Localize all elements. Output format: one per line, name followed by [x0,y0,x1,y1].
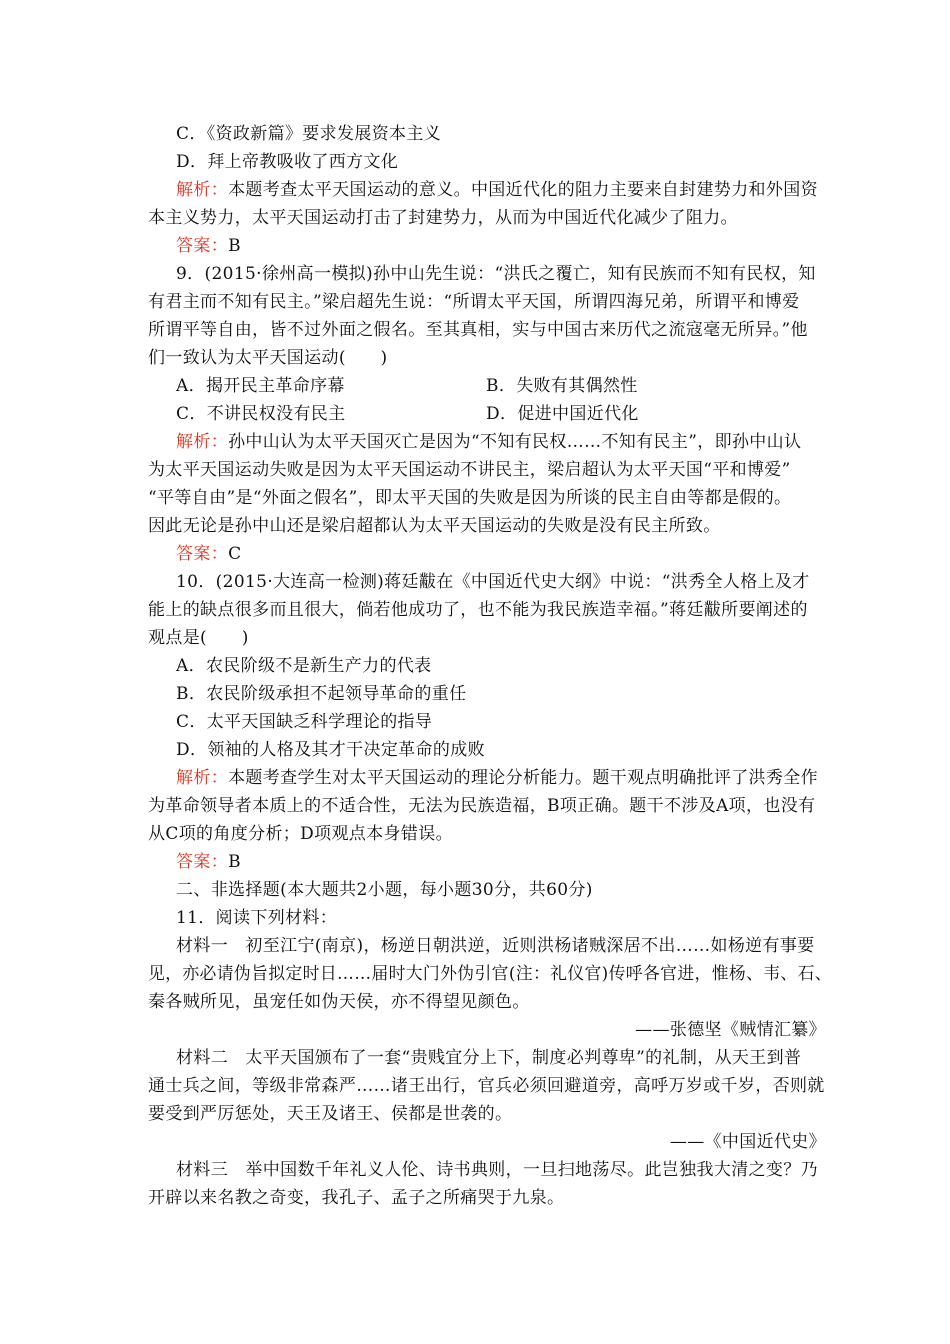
answer-value: B [228,236,241,256]
q9-option-c: C．不讲民权没有民主 [176,404,346,424]
q9-stem-line-3: 所谓平等自由，皆不过外面之假名。至其真相，实与中国古来历代之流寇毫无所异。”他 [148,320,808,340]
q10-stem-line-3: 观点是( ) [148,628,249,648]
q9-analysis-line-4: 因此无论是孙中山还是梁启超都认为太平天国运动的失败是没有民主所致。 [148,516,721,536]
q8-option-c: C．《资政新篇》要求发展资本主义 [176,124,442,144]
q10-analysis-line-1 [176,766,818,790]
q10-analysis-line-2: 为革命领导者本质上的不适合性，无法为民族造福，B项正确。题干不涉及A项，也没有 [148,796,816,816]
q9-option-d: D．促进中国近代化 [486,404,639,424]
answer-label: 答案： [176,852,229,872]
analysis-text: 本题考查学生对太平天国运动的理论分析能力。题干观点明确批评了洪秀全作 [228,768,818,788]
q11-intro: 11．阅读下列材料： [176,908,338,928]
q10-option-d: D．领袖的人格及其才干决定革命的成败 [176,740,485,760]
answer-value: B [228,852,241,872]
q10-answer [176,850,241,874]
material-1-line-3: 秦各贼所见，虽宠任如伪天侯，亦不得望见颜色。 [148,992,530,1012]
analysis-label: 解析： [176,180,229,200]
answer-label: 答案： [176,236,229,256]
material-3-line-1: 材料三 举中国数千年礼义人伦、诗书典则，一旦扫地荡尽。此岂独我大清之变？乃 [176,1160,818,1180]
q10-analysis-line-3: 从C项的角度分析；D项观点本身错误。 [148,824,453,844]
q9-option-a: A．揭开民主革命序幕 [176,376,345,396]
q9-answer [176,542,241,566]
q10-option-b: B．农民阶级承担不起领导革命的重任 [176,684,467,704]
material-3-line-2: 开辟以来名教之奇变，我孔子、孟子之所痛哭于九泉。 [148,1188,565,1208]
answer-value: C [228,544,242,564]
material-1-source: ——张德坚《贼情汇纂》 [635,1020,826,1040]
section-heading: 二、非选择题(本大题共2小题，每小题30分，共60分) [176,880,593,900]
analysis-text: 本题考查太平天国运动的意义。中国近代化的阻力主要来自封建势力和外国资 [228,180,818,200]
analysis-text: 孙中山认为太平天国灭亡是因为“不知有民权……不知有民主”，即孙中山认 [228,432,802,452]
analysis-label: 解析： [176,432,229,452]
q9-analysis-line-3: “平等自由”是“外面之假名”，即太平天国的失败是因为所谈的民主自由等都是假的。 [148,488,792,508]
q9-stem-line-4: 们一致认为太平天国运动( ) [148,348,388,368]
q9-analysis-line-2: 为太平天国运动失败是因为太平天国运动不讲民主，梁启超认为太平天国“平和博爱” [148,460,791,480]
answer-label: 答案： [176,544,229,564]
material-2-line-3: 要受到严厉惩处，天王及诸王、侯都是世袭的。 [148,1104,513,1124]
material-2-source: ——《中国近代史》 [669,1132,826,1152]
q8-analysis-line-2: 本主义势力，太平天国运动打击了封建势力，从而为中国近代化减少了阻力。 [148,208,738,228]
q10-option-a: A．农民阶级不是新生产力的代表 [176,656,432,676]
q10-stem-line-2: 能上的缺点很多而且很大，倘若他成功了，也不能为我民族造幸福。”蒋廷黻所要阐述的 [148,600,808,620]
material-2-line-1: 材料二 太平天国颁布了一套“贵贱宜分上下，制度必判尊卑”的礼制，从天王到普 [176,1048,802,1068]
q9-stem-line-1: 9．(2015·徐州高一模拟)孙中山先生说：“洪氏之覆亡，知有民族而不知有民权，知 [176,264,816,284]
q8-option-d: D．拜上帝教吸收了西方文化 [176,152,399,172]
q8-answer [176,234,241,258]
q9-stem-line-2: 有君主而不知有民主。”梁启超先生说：“所谓太平天国，所谓四海兄弟，所谓平和博爱 [148,292,800,312]
q9-option-b: B．失败有其偶然性 [486,376,638,396]
material-1-line-2: 见，亦必请伪旨拟定时日……届时大门外伪引官(注：礼仪官)传呼各官进，惟杨、韦、石、 [148,964,832,984]
q8-analysis-line-1 [176,178,818,202]
q9-analysis-line-1 [176,430,801,454]
q10-option-c: C．太平天国缺乏科学理论的指导 [176,712,433,732]
material-2-line-2: 通士兵之间，等级非常森严……诸王出行，官兵必须回避道旁，高呼万岁或千岁，否则就 [148,1076,825,1096]
analysis-label: 解析： [176,768,229,788]
material-1-line-1: 材料一 初至江宁(南京)，杨逆日朝洪逆，近则洪杨诸贼深居不出……如杨逆有事要 [176,936,815,956]
q10-stem-line-1: 10．(2015·大连高一检测)蒋廷黻在《中国近代史大纲》中说：“洪秀全人格上及才 [176,572,810,592]
